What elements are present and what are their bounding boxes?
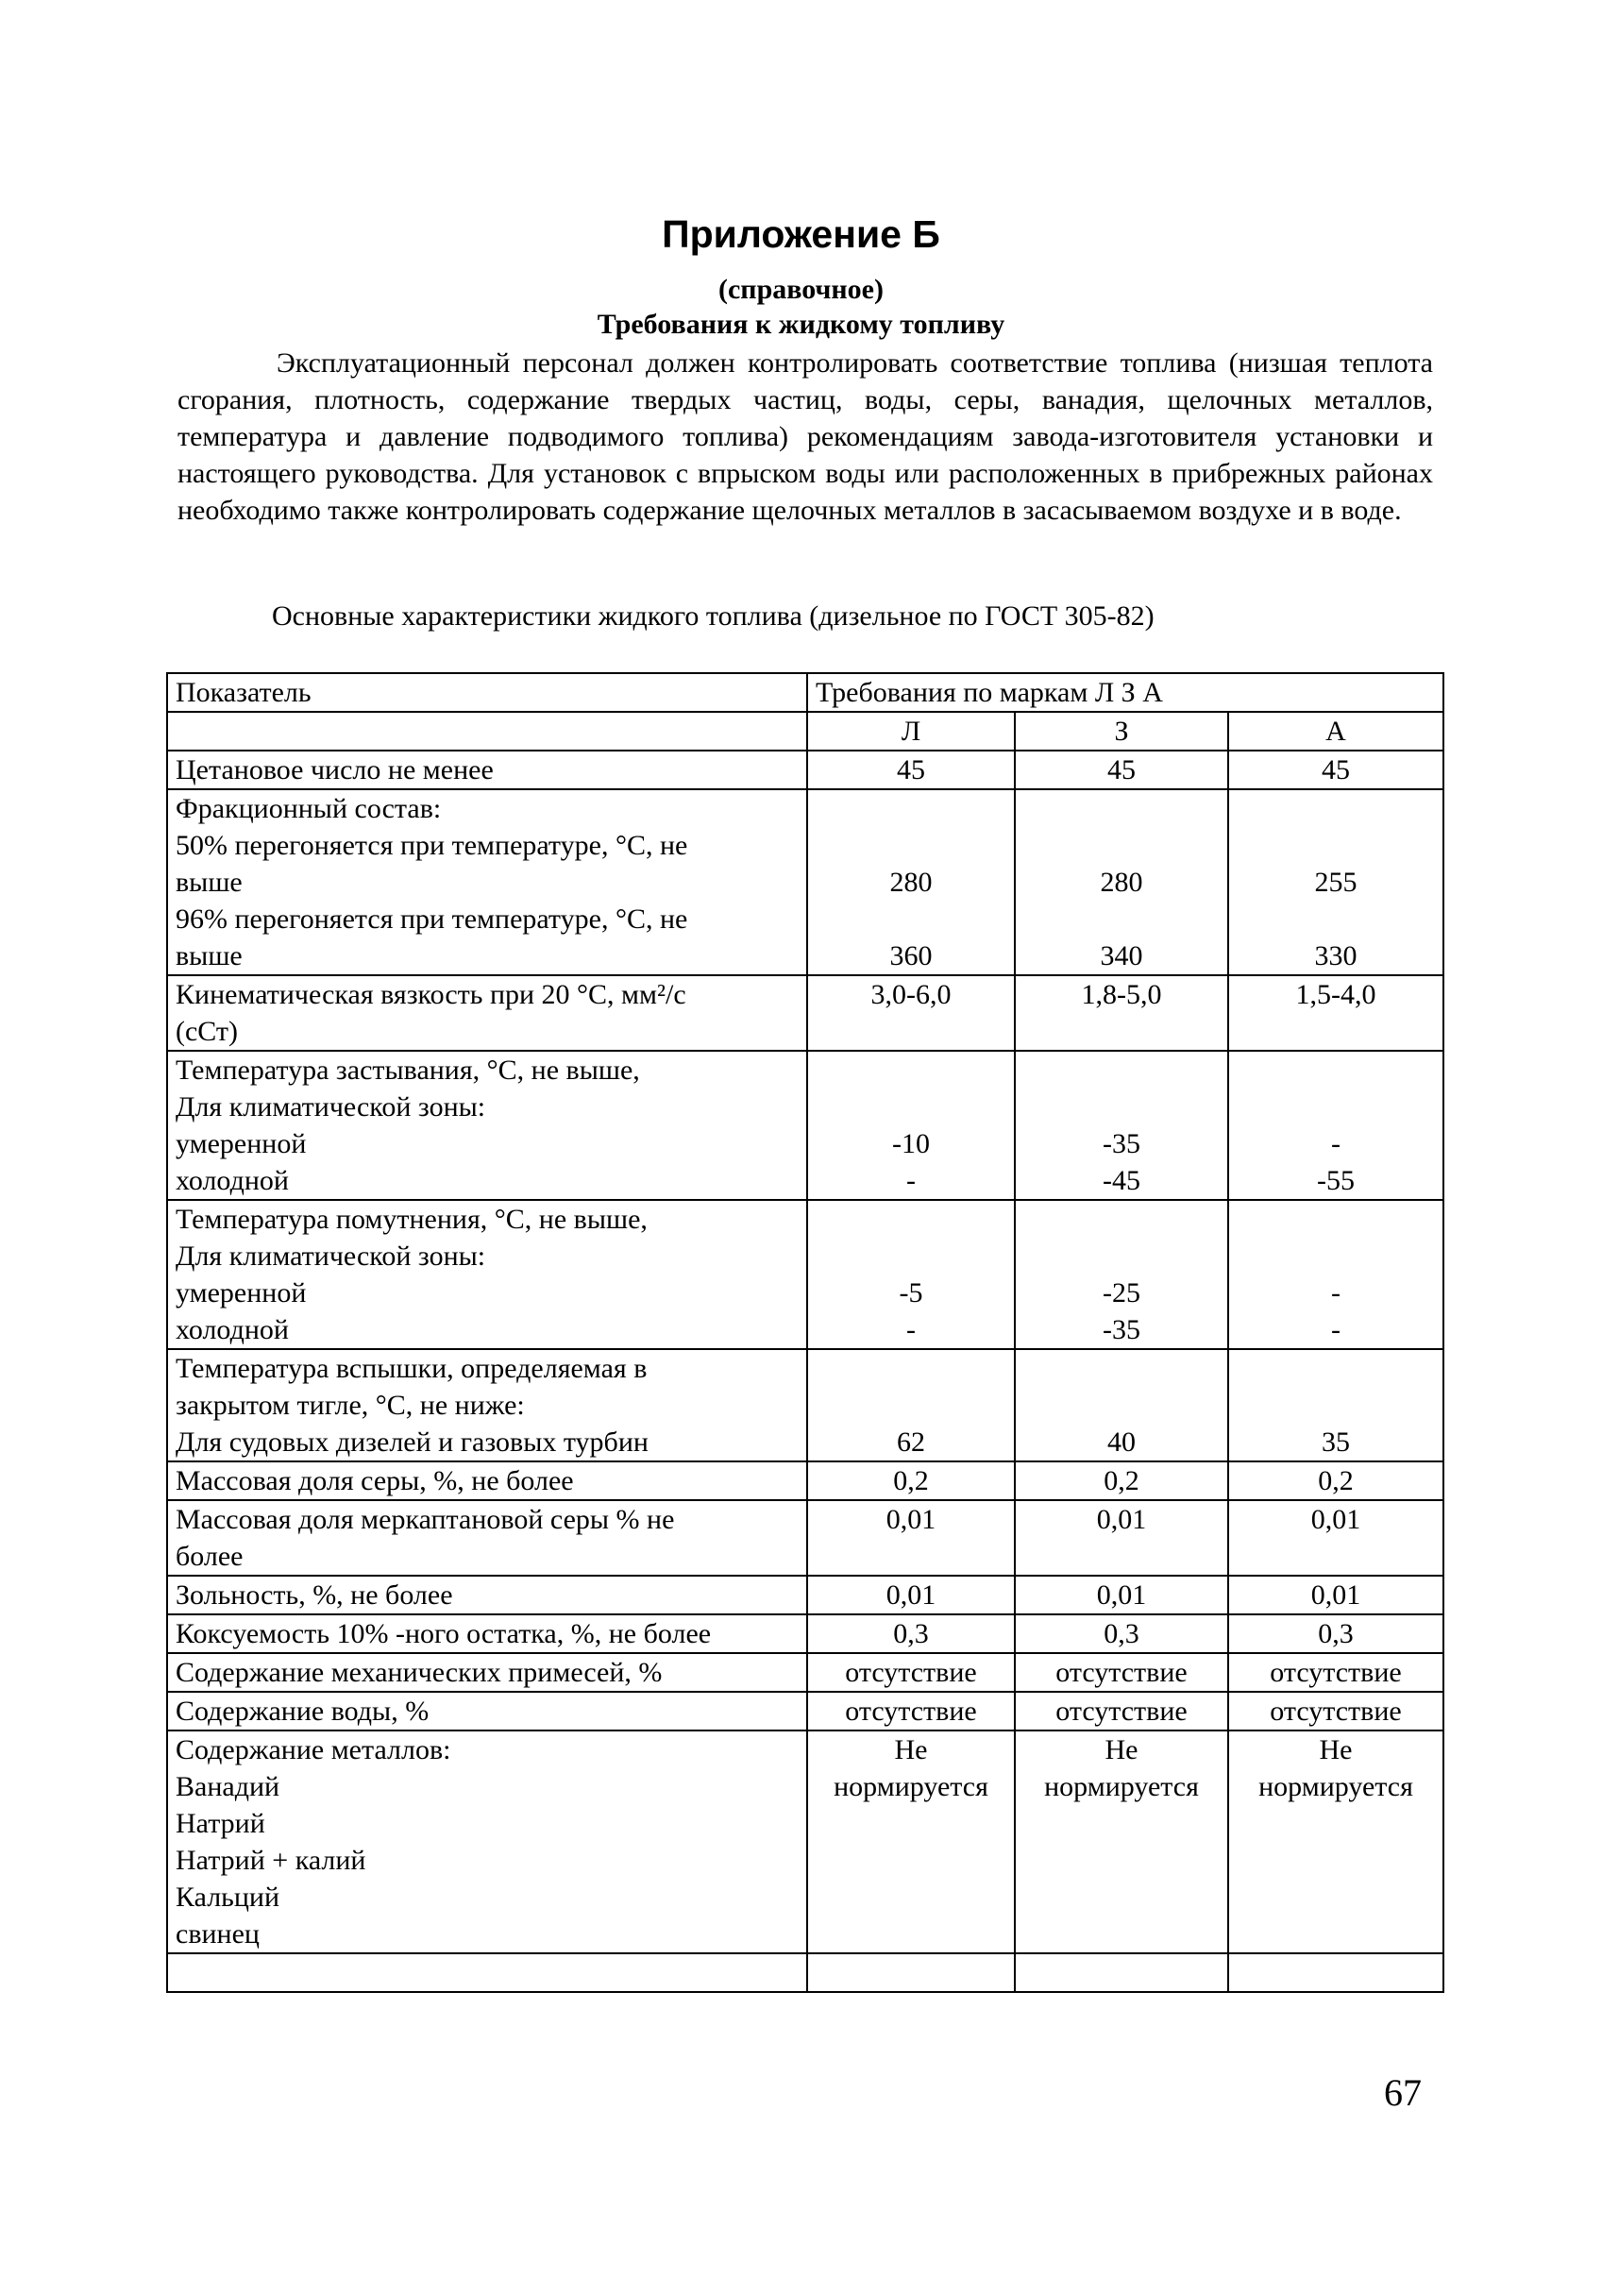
value-line xyxy=(1020,1052,1223,1089)
section-title: Требования к жидкому топливу xyxy=(597,309,1005,340)
value-line xyxy=(812,790,1010,827)
value-line: нормируется xyxy=(834,1771,988,1802)
indicator-cell xyxy=(167,789,807,975)
value-line: 280 xyxy=(1100,867,1143,898)
value-cell xyxy=(807,1653,1015,1692)
table-row xyxy=(167,1576,1443,1614)
indicator-line: холодной xyxy=(176,1314,289,1345)
value-cell xyxy=(1015,1730,1228,1953)
value-line xyxy=(1233,1089,1439,1125)
grade-header-row xyxy=(167,712,1443,751)
indicator-cell xyxy=(167,751,807,789)
indicator-line: Фракционный состав: xyxy=(176,793,442,824)
value-line: 0,2 xyxy=(1104,1465,1139,1496)
value-line: Не xyxy=(1105,1734,1138,1765)
indicator-line: более xyxy=(176,1541,244,1572)
indicator-line: Коксуемость 10% -ного остатка, %, не более xyxy=(176,1618,712,1649)
table-row xyxy=(167,1349,1443,1461)
value-cell xyxy=(807,1614,1015,1653)
value-cell xyxy=(1015,751,1228,789)
value-cell xyxy=(1015,789,1228,975)
indicator-cell xyxy=(167,1461,807,1500)
value-cell xyxy=(807,1692,1015,1730)
value-line xyxy=(1020,1238,1223,1275)
indicator-line: выше xyxy=(176,867,243,898)
value-line: нормируется xyxy=(1044,1771,1199,1802)
value-line: отсутствие xyxy=(1055,1657,1188,1688)
value-cell xyxy=(807,1200,1015,1349)
value-line: 1,8-5,0 xyxy=(1081,979,1162,1010)
header-requirements: Требования по маркам Л З А xyxy=(807,673,1443,712)
value-cell xyxy=(1015,1614,1228,1653)
value-line: 340 xyxy=(1100,940,1143,971)
value-line: 0,3 xyxy=(1318,1618,1354,1649)
indicator-line: выше xyxy=(176,940,243,971)
value-line xyxy=(812,1954,1010,1991)
table-row xyxy=(167,1692,1443,1730)
value-line: отсутствие xyxy=(1055,1696,1188,1727)
value-cell xyxy=(807,1576,1015,1614)
value-line xyxy=(812,901,1010,937)
table-row xyxy=(167,1953,1443,1992)
table-row xyxy=(167,1614,1443,1653)
value-cell xyxy=(807,1500,1015,1576)
value-cell xyxy=(1015,1500,1228,1576)
value-cell xyxy=(1228,1730,1443,1953)
indicator-line: Температура вспышки, определяемая в xyxy=(176,1353,648,1384)
indicator-line: Содержание металлов: xyxy=(176,1734,451,1765)
value-line: -5 xyxy=(899,1277,923,1308)
value-line xyxy=(812,1238,1010,1275)
value-line: - xyxy=(906,1165,916,1196)
value-line: 62 xyxy=(897,1427,925,1458)
value-line xyxy=(812,1350,1010,1387)
indicator-cell xyxy=(167,1953,807,1992)
value-line: 0,01 xyxy=(885,1504,936,1535)
value-line: - xyxy=(906,1314,916,1345)
value-line xyxy=(1020,1387,1223,1424)
table-row xyxy=(167,1051,1443,1200)
value-cell xyxy=(1228,1614,1443,1653)
value-line xyxy=(1233,1387,1439,1424)
indicator-line: Для климатической зоны: xyxy=(176,1241,486,1272)
table-row xyxy=(167,789,1443,975)
value-line: -35 xyxy=(1103,1314,1140,1345)
value-line: отсутствие xyxy=(845,1696,977,1727)
value-line: 0,2 xyxy=(893,1465,929,1496)
value-line xyxy=(1233,1052,1439,1089)
value-line: - xyxy=(1331,1314,1341,1345)
indicator-cell xyxy=(167,1692,807,1730)
value-line xyxy=(1020,901,1223,937)
appendix-title: Приложение Б xyxy=(662,212,940,256)
value-line: 0,3 xyxy=(1104,1618,1139,1649)
value-line xyxy=(1233,1954,1439,1991)
table-row xyxy=(167,1730,1443,1953)
value-line xyxy=(812,1387,1010,1424)
indicator-line: Содержание воды, % xyxy=(176,1696,430,1727)
value-cell xyxy=(1015,1200,1228,1349)
value-cell xyxy=(1228,1500,1443,1576)
value-line xyxy=(812,1052,1010,1089)
value-line: 0,01 xyxy=(1096,1504,1147,1535)
indicator-line: свинец xyxy=(176,1918,260,1950)
value-line: - xyxy=(1331,1128,1341,1159)
indicator-line: закрытом тигле, °С, не ниже: xyxy=(176,1390,525,1421)
table-row xyxy=(167,1500,1443,1576)
page-number: 67 xyxy=(1384,2071,1422,2114)
value-line: отсутствие xyxy=(1270,1696,1402,1727)
fuel-characteristics-table xyxy=(166,672,1444,1993)
value-cell xyxy=(1015,975,1228,1051)
grade-l: Л xyxy=(807,712,1015,751)
value-cell xyxy=(1015,1576,1228,1614)
value-line: 0,01 xyxy=(1096,1579,1147,1611)
value-line: отсутствие xyxy=(1270,1657,1402,1688)
table-row xyxy=(167,1653,1443,1692)
value-line xyxy=(1233,827,1439,864)
table-row xyxy=(167,975,1443,1051)
indicator-line: Содержание механических примесей, % xyxy=(176,1657,663,1688)
value-line xyxy=(1233,1350,1439,1387)
value-line: 1,5-4,0 xyxy=(1295,979,1376,1010)
indicator-line: Температура помутнения, °С, не выше, xyxy=(176,1204,648,1235)
value-line xyxy=(1020,1201,1223,1238)
value-line: -45 xyxy=(1103,1165,1140,1196)
value-cell xyxy=(807,1461,1015,1500)
value-cell xyxy=(1015,1692,1228,1730)
intro-paragraph: Эксплуатационный персонал должен контролировать соответствие топлива (низшая теплота сгорания, плотность, содержание твердых частиц, воды, серы, ванадия, щелочных металлов, температура и давление подводимого топлива) рекомендациям завода-изготовителя установки и настоящего руководства. Для установок с впрыском воды или расположенных в прибрежных районах необходимо также контролировать содержание щелочных металлов в засасываемом воздухе и в воде. xyxy=(177,347,1433,526)
indicator-cell xyxy=(167,1500,807,1576)
value-cell xyxy=(1228,1461,1443,1500)
value-cell xyxy=(1015,1349,1228,1461)
indicator-line xyxy=(176,1954,799,1991)
value-line xyxy=(812,1201,1010,1238)
value-line: -25 xyxy=(1103,1277,1140,1308)
value-line: 45 xyxy=(897,754,925,785)
indicator-line: Для судовых дизелей и газовых турбин xyxy=(176,1427,649,1458)
table-row xyxy=(167,1200,1443,1349)
value-cell xyxy=(1228,1349,1443,1461)
indicator-cell xyxy=(167,1200,807,1349)
indicator-cell xyxy=(167,1576,807,1614)
indicator-cell xyxy=(167,1051,807,1200)
indicator-line: Кинематическая вязкость при 20 °С, мм²/с xyxy=(176,979,686,1010)
value-line xyxy=(1020,1350,1223,1387)
value-line xyxy=(812,827,1010,864)
value-cell xyxy=(807,975,1015,1051)
value-line: 45 xyxy=(1107,754,1136,785)
value-cell xyxy=(807,1730,1015,1953)
table-row xyxy=(167,1461,1443,1500)
value-cell xyxy=(1228,789,1443,975)
table-row xyxy=(167,751,1443,789)
value-line: - xyxy=(1331,1277,1341,1308)
value-line xyxy=(812,1089,1010,1125)
value-line: отсутствие xyxy=(845,1657,977,1688)
value-cell xyxy=(807,789,1015,975)
value-cell xyxy=(1015,1051,1228,1200)
value-cell xyxy=(1228,751,1443,789)
value-cell xyxy=(1015,1953,1228,1992)
indicator-line: 96% перегоняется при температуре, °С, не xyxy=(176,903,688,935)
indicator-line: (сСт) xyxy=(176,1016,239,1047)
value-line xyxy=(1233,790,1439,827)
indicator-line: Массовая доля серы, %, не более xyxy=(176,1465,574,1496)
indicator-cell xyxy=(167,1653,807,1692)
value-line xyxy=(1233,1201,1439,1238)
value-line xyxy=(1020,827,1223,864)
value-line: 280 xyxy=(889,867,933,898)
indicator-line: Натрий + калий xyxy=(176,1845,366,1876)
value-line xyxy=(1020,1089,1223,1125)
value-cell xyxy=(1228,1653,1443,1692)
value-line: 0,3 xyxy=(893,1618,929,1649)
value-cell xyxy=(1228,1200,1443,1349)
value-line: 35 xyxy=(1322,1427,1350,1458)
indicator-cell xyxy=(167,1349,807,1461)
indicator-line: Для климатической зоны: xyxy=(176,1091,486,1123)
indicator-line: Кальций xyxy=(176,1882,280,1913)
value-line xyxy=(1233,901,1439,937)
table-caption: Основные характеристики жидкого топлива (дизельное по ГОСТ 305-82) xyxy=(272,600,1155,632)
value-cell xyxy=(807,1349,1015,1461)
indicator-line: умеренной xyxy=(176,1277,307,1308)
value-line: Не xyxy=(894,1734,928,1765)
value-line: 45 xyxy=(1322,754,1350,785)
value-line: Не xyxy=(1319,1734,1353,1765)
value-cell xyxy=(1228,1692,1443,1730)
grade-z: З xyxy=(1015,712,1228,751)
header-indicator: Показатель xyxy=(167,673,807,712)
value-cell xyxy=(1228,1051,1443,1200)
grade-header-empty xyxy=(167,712,807,751)
value-cell xyxy=(807,751,1015,789)
indicator-cell xyxy=(167,1730,807,1953)
value-cell xyxy=(1015,1653,1228,1692)
value-line: 330 xyxy=(1314,940,1357,971)
value-line xyxy=(1020,790,1223,827)
value-line: 0,2 xyxy=(1318,1465,1354,1496)
indicator-line: Массовая доля меркаптановой серы % не xyxy=(176,1504,675,1535)
indicator-line: 50% перегоняется при температуре, °С, не xyxy=(176,830,688,861)
indicator-cell xyxy=(167,1614,807,1653)
table-header-row xyxy=(167,673,1443,712)
value-cell xyxy=(1228,1953,1443,1992)
value-line: -10 xyxy=(892,1128,930,1159)
value-line: 0,01 xyxy=(885,1579,936,1611)
value-line: 0,01 xyxy=(1310,1504,1361,1535)
indicator-line: Цетановое число не менее xyxy=(176,754,494,785)
indicator-line: умеренной xyxy=(176,1128,307,1159)
value-line: -35 xyxy=(1103,1128,1140,1159)
grade-a: А xyxy=(1228,712,1443,751)
value-line xyxy=(1020,1954,1223,1991)
indicator-cell xyxy=(167,975,807,1051)
value-line: 3,0-6,0 xyxy=(870,979,952,1010)
value-cell xyxy=(1228,975,1443,1051)
value-line: -55 xyxy=(1317,1165,1355,1196)
indicator-line: Натрий xyxy=(176,1808,265,1839)
value-line: 255 xyxy=(1314,867,1357,898)
value-line: 0,01 xyxy=(1310,1579,1361,1611)
indicator-line: Ванадий xyxy=(176,1771,280,1802)
value-cell xyxy=(807,1051,1015,1200)
value-line: 360 xyxy=(889,940,933,971)
value-line xyxy=(1233,1238,1439,1275)
indicator-line: Зольность, %, не более xyxy=(176,1579,453,1611)
value-line: нормируется xyxy=(1258,1771,1413,1802)
appendix-subtitle: (справочное) xyxy=(717,274,884,305)
value-cell xyxy=(1228,1576,1443,1614)
value-cell xyxy=(807,1953,1015,1992)
indicator-line: холодной xyxy=(176,1165,289,1196)
value-cell xyxy=(1015,1461,1228,1500)
indicator-line: Температура застывания, °С, не выше, xyxy=(176,1055,640,1086)
value-line: 40 xyxy=(1107,1427,1136,1458)
